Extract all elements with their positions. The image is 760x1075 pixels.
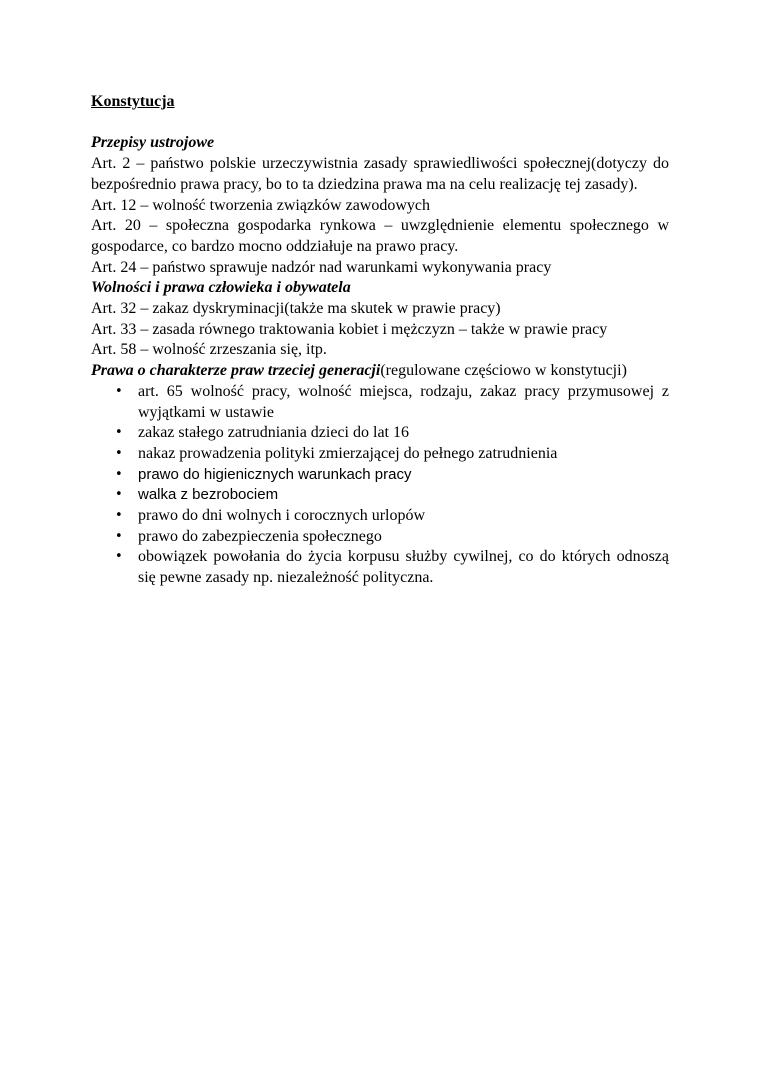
list-item <box>115 444 669 465</box>
list-item <box>115 465 669 486</box>
article-33-paragraph: Art. 33 – zasada równego traktowania kobiet i mężczyzn – także w prawie pracy <box>91 320 608 338</box>
bullet-icon: • <box>115 466 123 482</box>
section-heading-wolnosci: Wolności i prawa człowieka i obywatela <box>91 279 351 297</box>
list-item-text: zakaz stałego zatrudniania dzieci do lat 16 <box>138 424 409 442</box>
list-item-text: prawo do higienicznych warunkach pracy <box>138 465 412 483</box>
bullet-icon: • <box>115 425 123 441</box>
article-58-paragraph: Art. 58 – wolność zrzeszania się, itp. <box>91 341 327 359</box>
list-item <box>115 382 669 423</box>
list-item-text: nakaz prowadzenia polityki zmierzającej do pełnego zatrudnienia <box>138 444 558 462</box>
list-item <box>115 485 669 506</box>
article-2-paragraph: Art. 2 – państwo polskie urzeczywistnia zasady sprawiedliwości społecznej(dotyczy do bezpośrednio prawa pracy, bo to ta dziedzina prawa ma na celu realizację tej zasady). <box>91 155 669 193</box>
list-item-text: walka z bezrobociem <box>138 486 279 504</box>
list-item-text: obowiązek powołania do życia korpusu służby cywilnej, co do których odnoszą się pewne zasady np. niezależność polityczna. <box>138 548 669 587</box>
bullet-icon: • <box>115 528 123 544</box>
list-item-text: art. 65 wolność pracy, wolność miejsca, rodzaju, zakaz pracy przymusowej z wyjątkami w ustawie <box>138 382 669 421</box>
article-24-paragraph: Art. 24 – państwo sprawuje nadzór nad warunkami wykonywania pracy <box>91 258 552 276</box>
article-12-paragraph: Art. 12 – wolność tworzenia związków zawodowych <box>91 196 431 214</box>
bullet-icon: • <box>115 487 123 503</box>
document-page <box>91 92 669 589</box>
section-heading-trzeciej-bold: Prawa o charakterze praw trzeciej generacji <box>91 362 381 380</box>
article-32-paragraph: Art. 32 – zakaz dyskryminacji(także ma skutek w prawie pracy) <box>91 300 501 318</box>
section-heading-trzeciej-rest: (regulowane częściowo w konstytucji) <box>380 362 627 380</box>
section-heading-ustrojowe: Przepisy ustrojowe <box>91 134 215 152</box>
bullet-icon: • <box>115 508 123 524</box>
list-item <box>115 423 669 444</box>
bullet-icon: • <box>115 383 123 399</box>
list-item-text: prawo do dni wolnych i corocznych urlopów <box>138 507 426 525</box>
bullet-icon: • <box>115 445 123 461</box>
document-title: Konstytucja <box>91 93 175 110</box>
bullet-icon: • <box>115 549 123 565</box>
list-item <box>115 527 669 548</box>
list-item <box>115 547 669 588</box>
list-item <box>115 506 669 527</box>
section-heading-trzeciej <box>91 361 669 382</box>
list-item-text: prawo do zabezpieczenia społecznego <box>138 527 382 545</box>
article-20-paragraph: Art. 20 – społeczna gospodarka rynkowa – uwzględnienie elementu społecznego w gospodarce, co bardzo mocno oddziałuje na prawo pracy. <box>91 217 669 255</box>
spacer <box>91 113 669 134</box>
rights-bullet-list <box>91 382 669 589</box>
